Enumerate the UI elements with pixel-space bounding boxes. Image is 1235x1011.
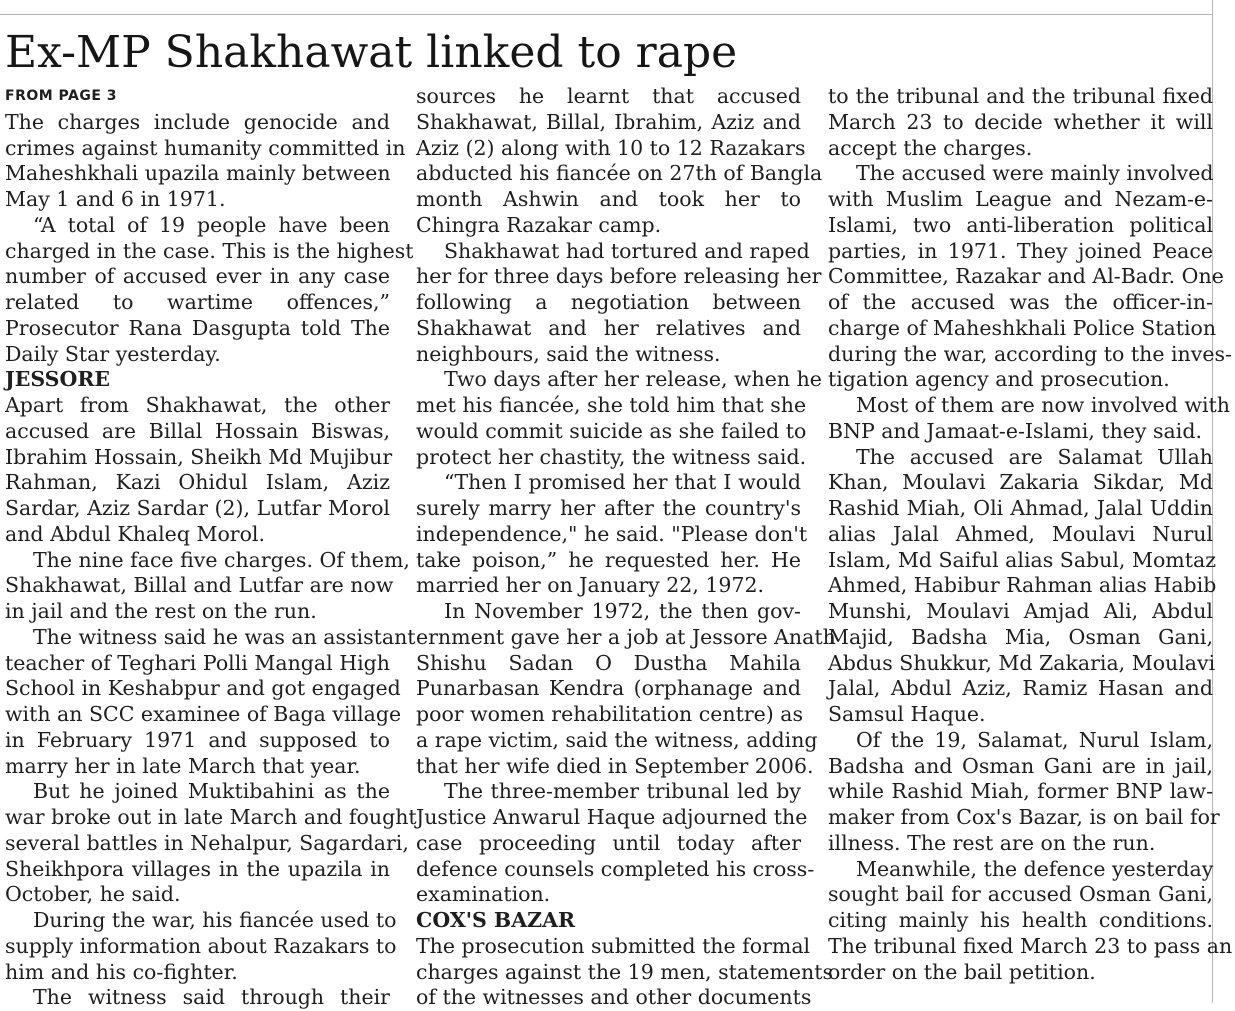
text-line: several battles in Nehalpur, Sagardari,: [5, 830, 409, 855]
text-line: Shakhawat had tortured and raped: [444, 238, 810, 263]
text-line: and Abdul Khaleq Morol.: [5, 521, 266, 546]
text-line: The prosecution submitted the formal: [416, 933, 811, 958]
text-line: Badsha and Osman Gani are in jail,: [828, 753, 1213, 778]
text-line: May 1 and 6 in 1971.: [5, 187, 226, 211]
text-line: citing mainly his health conditions.: [828, 908, 1213, 932]
text-line: month Ashwin and took her to: [416, 187, 801, 211]
text-line: March 23 to decide whether it will: [828, 109, 1213, 134]
text-line: in jail and the rest on the run.: [5, 599, 317, 623]
text-line: The accused are Salamat Ullah: [856, 444, 1213, 469]
text-line: illness. The rest are on the run.: [828, 830, 1156, 855]
text-line: Jalal, Abdul Aziz, Ramiz Hasan and: [828, 676, 1213, 701]
article-column-2: [416, 84, 836, 1011]
text-line: to the tribunal and the tribunal fixed: [828, 84, 1213, 108]
text-line: The charges include genocide and: [5, 109, 390, 134]
text-line: charges against the 19 men, statements: [416, 959, 833, 984]
text-line: Prosecutor Rana Dasgupta told The: [5, 315, 390, 340]
text-line: “A total of 19 people have been: [33, 212, 390, 237]
text-line: BNP and Jamaat-e-Islami, they said.: [828, 418, 1202, 443]
text-line: with an SCC examinee of Baga village: [5, 702, 402, 726]
text-line: The nine face five charges. Of them,: [33, 547, 410, 572]
text-line: Meanwhile, the defence yesterday: [856, 856, 1214, 881]
text-line: case proceeding until today after: [416, 830, 801, 855]
text-line: During the war, his fiancée used to: [33, 908, 397, 932]
text-line: Daily Star yesterday.: [5, 341, 221, 366]
text-line: during the war, according to the inves-: [828, 341, 1232, 366]
text-line: Most of them are now involved with: [856, 393, 1230, 417]
text-line: Chingra Razakar camp.: [416, 212, 662, 237]
text-line: Rahman, Kazi Ohidul Islam, Aziz: [5, 470, 390, 495]
text-line: The witness said he was an assistant: [33, 624, 416, 649]
text-line: Shakhawat and her relatives and: [416, 315, 801, 340]
text-line: with Muslim League and Nezam-e-: [828, 187, 1213, 211]
subheading: JESSORE: [5, 367, 111, 392]
text-line: abducted his fiancée on 27th of Bangla: [416, 161, 823, 186]
text-line: accept the charges.: [828, 135, 1033, 160]
text-line: Islami, two anti-liberation political: [828, 212, 1213, 237]
kicker: FROM PAGE 3: [5, 88, 118, 104]
text-line: surely marry her after the country's: [416, 496, 801, 520]
text-line: Rashid Miah, Oli Ahmad, Jalal Uddin: [828, 496, 1213, 520]
headline: Ex-MP Shakhawat linked to rape: [5, 27, 738, 78]
text-line: related to wartime offences,”: [5, 290, 390, 314]
text-line: accused are Billal Hossain Biswas,: [5, 418, 390, 443]
text-line: Punarbasan Kendra (orphanage and: [416, 676, 801, 701]
text-line: Samsul Haque.: [828, 702, 986, 726]
text-line: war broke out in late March and fought: [5, 805, 417, 829]
text-line: Of the 19, Salamat, Nurul Islam,: [856, 727, 1213, 752]
text-line: him and his co-fighter.: [5, 959, 238, 984]
text-line: Khan, Moulavi Zakaria Sikdar, Md: [828, 470, 1213, 495]
text-line: number of accused ever in any case: [5, 264, 390, 289]
text-line: maker from Cox's Bazar, is on bail for: [828, 805, 1220, 829]
text-line: charged in the case. This is the highest: [5, 238, 414, 263]
text-line: Abdus Shukkur, Md Zakaria, Moulavi: [828, 650, 1216, 675]
text-line: sought bail for accused Osman Gani,: [828, 882, 1213, 907]
text-line: Munshi, Moulavi Amjad Ali, Abdul: [828, 599, 1213, 623]
text-line: Ahmed, Habibur Rahman alias Habib: [828, 573, 1217, 598]
text-line: examination.: [416, 882, 551, 907]
subheading: COX'S BAZAR: [416, 908, 576, 932]
text-line: of the accused was the officer-in-: [828, 290, 1213, 314]
text-line: ernment gave her a job at Jessore Anath: [416, 624, 836, 649]
text-line: In November 1972, the then gov-: [444, 599, 801, 623]
text-line: Maheshkhali upazila mainly between: [5, 161, 391, 186]
text-line: Ibrahim Hossain, Sheikh Md Mujibur: [5, 444, 393, 469]
text-line: married her on January 22, 1972.: [416, 573, 765, 598]
article-column-3: [828, 84, 1233, 985]
text-line: supply information about Razakars to: [5, 933, 397, 958]
text-line: Sheikhpora villages in the upazila in: [5, 856, 390, 881]
text-line: in February 1971 and supposed to: [5, 727, 390, 752]
text-line: of the witnesses and other documents: [416, 985, 812, 1010]
text-line: while Rashid Miah, former BNP law-: [828, 779, 1213, 804]
top-rule: [0, 14, 1212, 15]
text-line: Committee, Razakar and Al-Badr. One: [828, 264, 1224, 289]
text-line: order on the bail petition.: [828, 959, 1096, 984]
text-line: sources he learnt that accused: [416, 84, 801, 108]
text-line: October, he said.: [5, 882, 181, 907]
text-line: Islam, Md Saiful alias Sabul, Momtaz: [828, 547, 1216, 572]
text-line: The three-member tribunal led by: [444, 779, 801, 804]
text-line: crimes against humanity committed in: [5, 135, 406, 160]
text-line: Sardar, Aziz Sardar (2), Lutfar Morol: [5, 496, 390, 520]
text-line: take poison,” he requested her. He: [416, 547, 801, 572]
text-line: The tribunal fixed March 23 to pass an: [828, 933, 1233, 958]
text-line: poor women rehabilitation centre) as: [416, 702, 804, 726]
text-line: parties, in 1971. They joined Peace: [828, 238, 1213, 263]
text-line: But he joined Muktibahini as the: [33, 779, 390, 804]
text-line: The accused were mainly involved: [856, 161, 1214, 186]
text-line: defence counsels completed his cross-: [416, 856, 815, 881]
text-line: following a negotiation between: [416, 290, 801, 314]
text-line: Shakhawat, Billal and Lutfar are now: [5, 573, 394, 598]
text-line: Shakhawat, Billal, Ibrahim, Aziz and: [416, 109, 801, 134]
text-line: protect her chastity, the witness said.: [416, 444, 807, 469]
text-line: tigation agency and prosecution.: [828, 367, 1170, 392]
text-line: marry her in late March that year.: [5, 753, 361, 778]
article-column-1: [5, 84, 417, 1011]
text-line: her for three days before releasing her: [416, 264, 822, 289]
text-line: charge of Maheshkhali Police Station: [828, 315, 1217, 340]
text-line: Shishu Sadan O Dustha Mahila: [416, 650, 801, 675]
text-line: Aziz (2) along with 10 to 12 Razakars: [416, 135, 806, 160]
text-line: teacher of Teghari Polli Mangal High: [5, 650, 390, 675]
text-line: Justice Anwarul Haque adjourned the: [416, 805, 808, 829]
text-line: that her wife died in September 2006.: [416, 753, 814, 778]
text-line: Two days after her release, when he: [444, 367, 822, 392]
text-line: School in Keshabpur and got engaged: [5, 676, 401, 701]
text-line: The witness said through their: [33, 985, 390, 1010]
text-line: neighbours, said the witness.: [416, 341, 721, 366]
text-line: met his fiancée, she told him that she: [416, 393, 807, 417]
text-line: independence," he said. "Please don't: [416, 521, 808, 546]
text-line: Apart from Shakhawat, the other: [5, 393, 390, 417]
text-line: would commit suicide as she failed to: [416, 418, 807, 443]
text-line: Majid, Badsha Mia, Osman Gani,: [828, 624, 1213, 649]
text-line: “Then I promised her that I would: [444, 470, 801, 495]
text-line: a rape victim, said the witness, adding: [416, 727, 818, 752]
text-line: alias Jalal Ahmed, Moulavi Nurul: [828, 521, 1213, 546]
